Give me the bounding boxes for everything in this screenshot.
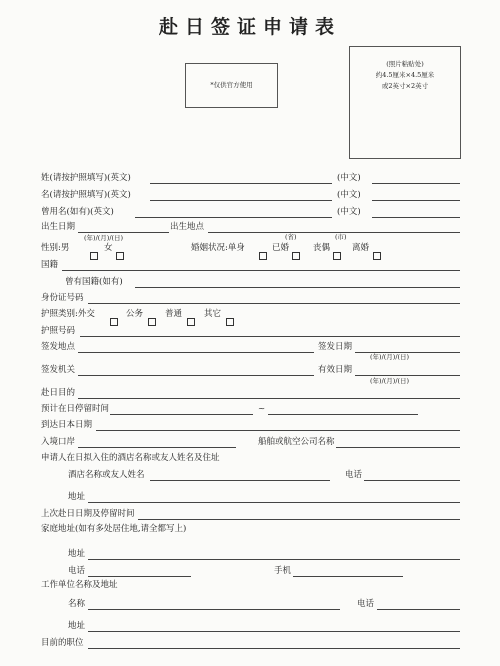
photo-hint-2: 约4.5厘米×4.5厘米 <box>375 71 435 79</box>
date-issue-label: 签发日期 <box>318 342 353 352</box>
hotel-address-field[interactable] <box>88 502 460 503</box>
birth-place-label: 出生地点 <box>170 222 205 232</box>
female-checkbox[interactable] <box>114 244 124 263</box>
date-issue-hint: (年)/(月)/(日) <box>370 353 410 361</box>
male-checkbox[interactable] <box>88 244 98 263</box>
birth-date-label: 出生日期 <box>41 222 76 232</box>
id-number-label: 身份证号码 <box>41 293 84 303</box>
arrival-date-label: 到达日本日期 <box>41 420 93 430</box>
passport-number-field[interactable] <box>80 336 460 337</box>
stay-to-field[interactable] <box>268 414 418 415</box>
home-address-label: 地址 <box>68 549 86 559</box>
given-en-field[interactable] <box>150 200 332 201</box>
diplomatic-checkbox[interactable] <box>108 310 118 329</box>
id-number-field[interactable] <box>88 303 460 304</box>
work-address-field[interactable] <box>88 631 460 632</box>
birth-date-field[interactable] <box>78 232 169 233</box>
position-label: 目前的职位 <box>41 638 84 648</box>
birth-date-hint: (年)/(月)/(日) <box>84 234 124 242</box>
hotel-address-label: 地址 <box>68 492 86 502</box>
married-label: 已婚 <box>272 243 290 253</box>
ordinary-label: 普通 <box>165 309 183 319</box>
official-label: 公务 <box>126 309 144 319</box>
home-phone-field[interactable] <box>88 576 191 577</box>
former-nationality-label: 曾有国籍(如有) <box>65 277 123 287</box>
photo-hint-3: 或2英寸×2英寸 <box>381 82 429 90</box>
arrival-date-field[interactable] <box>96 430 460 431</box>
stay-tilde: ~ <box>258 404 266 414</box>
divorced-checkbox[interactable] <box>371 244 381 263</box>
given-label: 名(请按护照填写)(英文) <box>41 190 131 200</box>
hotel-name-label: 酒店名称或友人姓名 <box>68 470 145 480</box>
place-issue-label: 签发地点 <box>41 342 76 352</box>
passport-number-label: 护照号码 <box>41 326 76 336</box>
photo-box <box>349 46 461 159</box>
widowed-checkbox[interactable] <box>331 244 341 263</box>
port-label: 入境口岸 <box>41 437 76 447</box>
former-cn-label: (中文) <box>337 207 361 217</box>
home-address-header: 家庭地址(如有多处居住地,请全都写上) <box>41 524 187 534</box>
single-checkbox[interactable] <box>257 244 267 263</box>
widowed-label: 丧偶 <box>313 243 331 253</box>
marital-hint-province: (省) <box>285 233 297 241</box>
mobile-label: 手机 <box>274 566 292 576</box>
surname-cn-field[interactable] <box>372 183 460 184</box>
nationality-field[interactable] <box>62 270 460 271</box>
form-title: 赴日签证申请表 <box>158 16 341 38</box>
authority-label: 签发机关 <box>41 365 76 375</box>
hotel-header: 申请人在日拟入住的酒店名称或友人姓名及住址 <box>41 453 220 463</box>
female-label: 女 <box>104 243 113 253</box>
work-phone-label: 电话 <box>357 599 375 609</box>
work-phone-field[interactable] <box>377 609 460 610</box>
purpose-field[interactable] <box>78 398 460 399</box>
married-checkbox[interactable] <box>290 244 300 263</box>
expiry-label: 有效日期 <box>318 365 353 375</box>
official-use-label: *仅供官方使用 <box>210 81 253 89</box>
hotel-phone-field[interactable] <box>364 480 460 481</box>
other-checkbox[interactable] <box>224 310 234 329</box>
mobile-field[interactable] <box>293 576 403 577</box>
last-visit-field[interactable] <box>138 519 460 520</box>
official-use-box <box>185 63 278 108</box>
former-en-field[interactable] <box>135 217 332 218</box>
surname-cn-label: (中文) <box>337 173 361 183</box>
home-phone-label: 电话 <box>68 566 86 576</box>
ordinary-checkbox[interactable] <box>185 310 195 329</box>
hotel-phone-label: 电话 <box>345 470 363 480</box>
home-address-field[interactable] <box>88 559 460 560</box>
purpose-label: 赴日目的 <box>41 388 76 398</box>
other-label: 其它 <box>204 309 222 319</box>
marital-label: 婚姻状况:单身 <box>191 243 245 253</box>
sex-label: 性别:男 <box>41 243 70 253</box>
given-cn-field[interactable] <box>372 200 460 201</box>
work-header: 工作单位名称及地址 <box>41 580 118 590</box>
expiry-field[interactable] <box>355 375 460 376</box>
former-name-label: 曾用名(如有)(英文) <box>41 207 114 217</box>
airline-label: 船舶或航空公司名称 <box>258 437 335 447</box>
surname-en-field[interactable] <box>150 183 332 184</box>
official-checkbox[interactable] <box>146 310 156 329</box>
photo-hint-1: (照片粘贴处) <box>386 60 424 68</box>
work-address-label: 地址 <box>68 621 86 631</box>
stay-label: 预计在日停留时间 <box>41 404 110 414</box>
birth-place-field[interactable] <box>208 232 460 233</box>
given-cn-label: (中文) <box>337 190 361 200</box>
stay-from-field[interactable] <box>110 414 253 415</box>
expiry-hint: (年)/(月)/(日) <box>370 377 410 385</box>
place-issue-field[interactable] <box>78 352 314 353</box>
divorced-label: 离婚 <box>352 243 370 253</box>
former-nationality-field[interactable] <box>135 287 460 288</box>
marital-hint-city: (市) <box>335 233 347 241</box>
authority-field[interactable] <box>78 375 314 376</box>
last-visit-label: 上次赴日日期及停留时间 <box>41 509 135 519</box>
former-cn-field[interactable] <box>372 217 460 218</box>
passport-type-label: 护照类别:外交 <box>41 309 95 319</box>
hotel-name-field[interactable] <box>150 480 330 481</box>
work-name-label: 名称 <box>68 599 86 609</box>
position-field[interactable] <box>88 648 460 649</box>
airline-field[interactable] <box>336 447 460 448</box>
nationality-label: 国籍 <box>41 260 59 270</box>
work-name-field[interactable] <box>88 609 340 610</box>
surname-label: 姓(请按护照填写)(英文) <box>41 173 131 183</box>
port-field[interactable] <box>78 447 236 448</box>
